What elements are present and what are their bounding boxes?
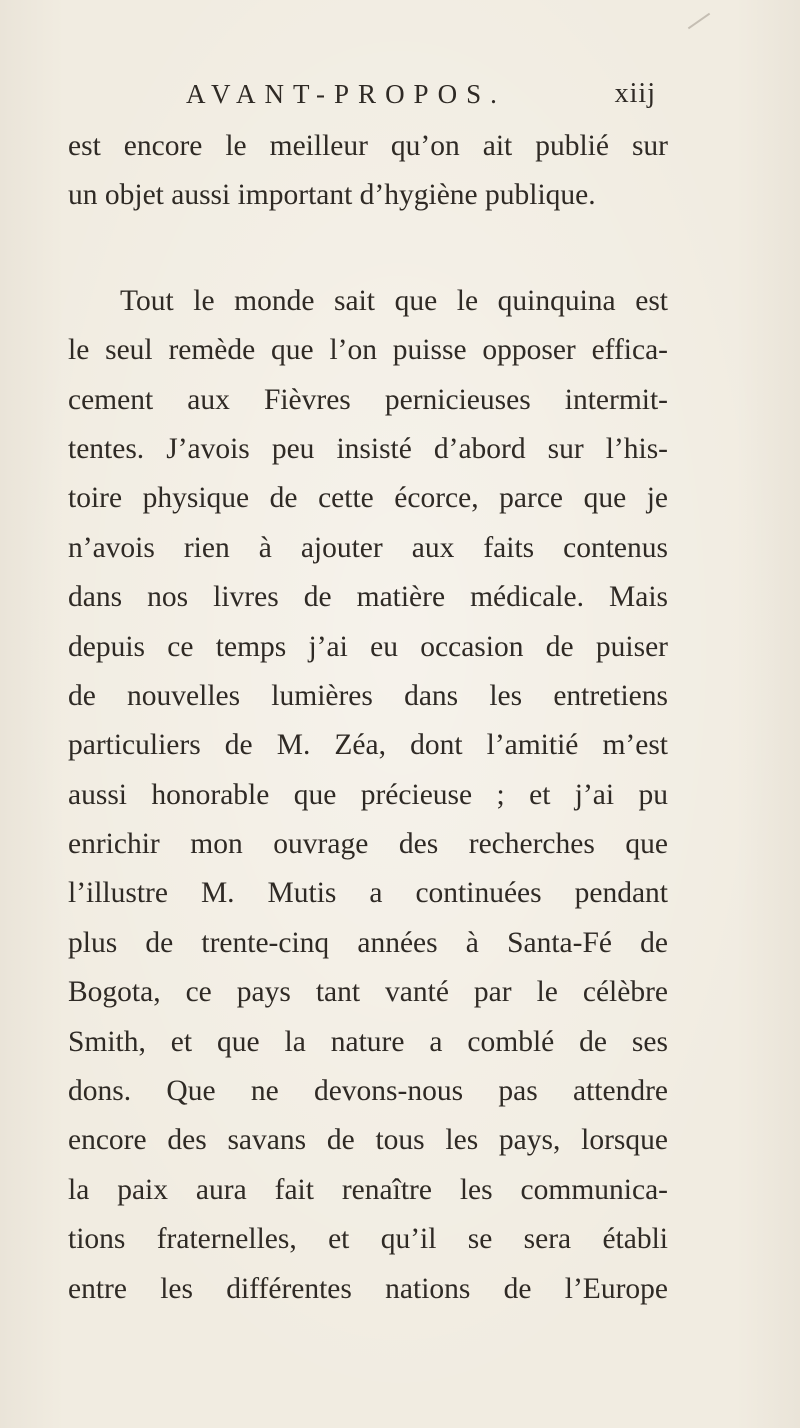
text-line: entre les différentes nations de l’Europe (68, 1272, 668, 1305)
text-line: particuliers de M. Zéa, dont l’amitié m’est (68, 729, 668, 762)
paper-speck (688, 13, 710, 30)
text-line: de nouvelles lumières dans les entretiens (68, 679, 668, 712)
text-line: dans nos livres de matière médicale. Mais (68, 581, 668, 614)
text-line: l’illustre M. Mutis a continuées pendant (68, 877, 668, 910)
text-line: plus de trente-cinq années à Santa-Fé de (68, 926, 668, 959)
paragraph-quinquina (68, 277, 668, 1314)
text-line: n’avois rien à ajouter aux faits contenus (68, 531, 668, 564)
paragraph-continued (68, 122, 668, 221)
text-line: Bogota, ce pays tant vanté par le célèbre (68, 976, 668, 1009)
text-line: est encore le meilleur qu’on ait publié sur (68, 130, 668, 162)
running-head: AVANT-PROPOS. (186, 79, 506, 109)
text-line: la paix aura fait renaître les communica- (68, 1173, 668, 1206)
text-line: cement aux Fièvres pernicieuses intermit- (68, 383, 668, 416)
text-line: dons. Que ne devons-nous pas attendre (68, 1075, 668, 1108)
text-line: le seul remède que l’on puisse opposer effica- (68, 334, 668, 367)
text-line: Tout le monde sait que le quinquina est (120, 284, 668, 317)
text-line: toire physique de cette écorce, parce que je (68, 482, 668, 515)
text-line: enrichir mon ouvrage des recherches que (68, 828, 668, 861)
page-header (186, 76, 656, 116)
page-number: xiij (614, 78, 656, 109)
text-line: aussi honorable que précieuse ; et j’ai pu (68, 778, 668, 811)
text-line: depuis ce temps j’ai eu occasion de puiser (68, 630, 668, 663)
text-line: un objet aussi important d’hygiène publique. (68, 179, 596, 212)
text-line: encore des savans de tous les pays, lorsque (68, 1124, 668, 1157)
body-text (68, 122, 668, 1314)
text-line: tentes. J’avois peu insisté d’abord sur l’his- (68, 432, 668, 465)
text-line: tions fraternelles, et qu’il se sera établi (68, 1223, 668, 1256)
text-line: Smith, et que la nature a comblé de ses (68, 1025, 668, 1058)
